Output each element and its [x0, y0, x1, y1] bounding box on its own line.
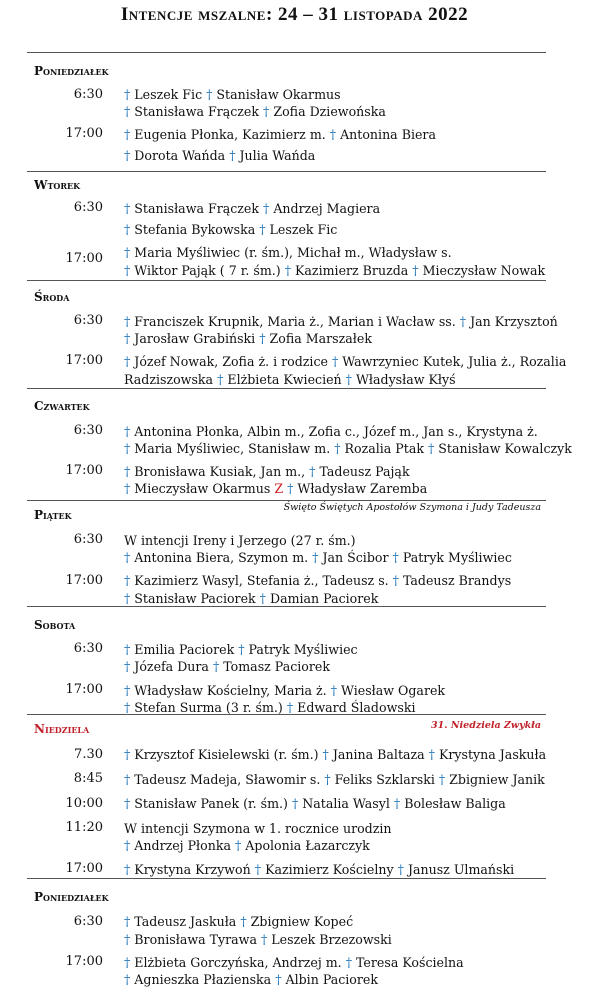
mass-time: 11:20	[65, 820, 103, 835]
cross-icon: †	[124, 127, 131, 142]
cross-icon: †	[345, 955, 352, 970]
cross-icon: †	[254, 862, 262, 877]
intention-line: † Emilia Paciorek † Patryk Myśliwiec	[124, 642, 358, 657]
divider	[27, 606, 546, 607]
mass-time: 6:30	[73, 313, 103, 328]
cross-icon: †	[124, 573, 131, 588]
cross-icon: †	[324, 772, 331, 787]
cross-icon: †	[393, 796, 401, 811]
cross-icon: †	[330, 683, 337, 698]
cross-icon: †	[392, 550, 399, 565]
mass-time: 17:00	[65, 573, 103, 588]
intention-line: † Wiktor Pająk ( 7 r. śm.) † Kazimierz Bruzda † Mieczysław Nowak	[124, 263, 546, 278]
cross-icon: †	[124, 747, 131, 762]
cross-icon: †	[124, 772, 131, 787]
cross-icon: †	[329, 127, 337, 142]
day-heading: Poniedziałek	[34, 890, 109, 904]
cross-icon: †	[259, 591, 266, 606]
cross-icon: †	[212, 659, 220, 674]
cross-icon: †	[259, 331, 266, 346]
intention-line: † Andrzej Płonka † Apolonia Łazarczyk	[124, 838, 370, 853]
intention-line: † Tadeusz Jaskuła † Zbigniew Kopeć	[124, 914, 354, 929]
cross-icon: †	[124, 441, 131, 456]
intention-line: † Antonina Płonka, Albin m., Zofia c., Józef m., Jan s., Krystyna ż.	[124, 424, 538, 439]
mass-time: 17:00	[65, 861, 103, 876]
cross-icon: †	[124, 591, 131, 606]
mass-time: 17:00	[65, 126, 103, 141]
cross-icon: †	[124, 424, 131, 439]
cross-icon: †	[263, 104, 270, 119]
cross-icon: †	[459, 314, 467, 329]
cross-icon: †	[438, 772, 446, 787]
cross-icon: †	[124, 796, 131, 811]
feast-note: Święto Świętych Apostołów Szymona i Judy Tadeusza	[283, 502, 541, 513]
cross-icon: †	[392, 573, 399, 588]
intention-line: † Maria Myśliwiec (r. śm.), Michał m., Władysław s.	[124, 245, 452, 260]
divider	[27, 52, 546, 53]
cross-icon: †	[124, 263, 131, 278]
mass-time: 6:30	[73, 532, 103, 547]
intention-line: † Agnieszka Płazienska † Albin Paciorek	[124, 972, 378, 987]
cross-icon: †	[331, 354, 339, 369]
cross-icon: †	[124, 932, 131, 947]
cross-icon: †	[124, 659, 131, 674]
cross-icon: †	[275, 972, 282, 987]
intention-line: † Antonina Biera, Szymon m. † Jan Ścibor † Patryk Myśliwiec	[124, 550, 512, 565]
intention-line: † Bronisława Tyrawa † Leszek Brzezowski	[124, 932, 392, 947]
intention-line: † Tadeusz Madeja, Sławomir s. † Feliks Szklarski † Zbigniew Janik	[124, 772, 545, 787]
mass-time: 6:30	[73, 641, 103, 656]
intention-line: † Stanisław Paciorek † Damian Paciorek	[124, 591, 379, 606]
cross-icon: †	[412, 263, 419, 278]
feast-note: 31. Niedziela Zwykła	[431, 720, 541, 731]
cross-icon: †	[124, 104, 131, 119]
intention-line: † Jarosław Grabiński † Zofia Marszałek	[124, 331, 372, 346]
cross-icon: †	[124, 862, 131, 877]
cross-icon: †	[124, 201, 131, 216]
intention-line: † Stanisława Frączek † Andrzej Magiera	[124, 201, 381, 216]
mass-time: 17:00	[65, 463, 103, 478]
cross-icon: †	[124, 464, 131, 479]
cross-icon: †	[428, 747, 435, 762]
cross-icon: †	[291, 796, 299, 811]
cross-icon: †	[287, 481, 294, 496]
cross-icon: †	[229, 148, 236, 163]
intention-line: † Stanisława Frączek † Zofia Dziewońska	[124, 104, 386, 119]
divider	[27, 171, 546, 172]
cross-icon: †	[428, 441, 435, 456]
cross-icon: †	[124, 838, 131, 853]
cross-icon: †	[322, 747, 329, 762]
intention-line: † Mieczysław Okarmus Z † Władysław Zaremba	[124, 481, 428, 496]
intention-line: † Stefania Bykowska † Leszek Fic	[124, 222, 338, 237]
intention-line: † Eugenia Płonka, Kazimierz m. † Antonina Biera	[124, 127, 436, 142]
cross-icon: †	[206, 87, 213, 102]
intention-line: † Elżbieta Gorczyńska, Andrzej m. † Teresa Kościelna	[124, 955, 464, 970]
intention-line: † Józefa Dura † Tomasz Paciorek	[124, 659, 330, 674]
cross-icon: †	[124, 87, 131, 102]
cross-icon: †	[259, 222, 266, 237]
intention-line: † Stefan Surma (3 r. śm.) † Edward Śladowski	[124, 700, 416, 715]
intention-line: Radziszowska † Elżbieta Kwiecień † Władysław Kłyś	[124, 372, 456, 387]
cross-icon: †	[124, 914, 131, 929]
cross-icon: †	[334, 441, 341, 456]
day-heading: Poniedziałek	[34, 64, 109, 78]
intention-line: † Franciszek Krupnik, Maria ż., Marian i Wacław ss. † Jan Krzysztoń	[124, 314, 558, 329]
cross-icon: †	[284, 263, 292, 278]
divider	[27, 280, 546, 281]
intention-line: W intencji Ireny i Jerzego (27 r. śm.)	[124, 533, 356, 548]
day-heading: Czwartek	[34, 399, 90, 413]
cross-icon: †	[124, 481, 131, 496]
intention-line: † Leszek Fic † Stanisław Okarmus	[124, 87, 341, 102]
cross-icon: †	[238, 642, 245, 657]
page-title: Intencje mszalne: 24 – 31 listopada 2022	[120, 4, 469, 25]
mass-time: 6:30	[73, 87, 103, 102]
mass-time: 17:00	[65, 682, 103, 697]
cross-icon: †	[124, 683, 131, 698]
day-heading: Piątek	[34, 508, 72, 522]
intention-line: † Kazimierz Wasyl, Stefania ż., Tadeusz s. † Tadeusz Brandys	[124, 573, 512, 588]
mass-time: 17:00	[65, 954, 103, 969]
mass-time: 17:00	[65, 353, 103, 368]
cross-icon: †	[124, 314, 131, 329]
cross-icon: †	[286, 700, 294, 715]
cross-icon: †	[263, 201, 270, 216]
cross-icon: †	[124, 245, 131, 260]
intention-line: † Krystyna Krzywoń † Kazimierz Kościelny † Janusz Ulmański	[124, 862, 515, 877]
mass-time: 10:00	[65, 796, 103, 811]
cross-icon: †	[234, 838, 242, 853]
intention-line: † Dorota Wańda † Julia Wańda	[124, 148, 316, 163]
cross-icon: †	[124, 700, 131, 715]
cross-icon: †	[345, 372, 352, 387]
day-heading: Niedziela	[34, 722, 90, 736]
cross-icon: †	[260, 932, 268, 947]
intention-line: † Bronisława Kusiak, Jan m., † Tadeusz Pająk	[124, 464, 410, 479]
intention-line: † Stanisław Panek (r. śm.) † Natalia Wasyl † Bolesław Baliga	[124, 796, 506, 811]
cross-icon: †	[240, 914, 247, 929]
cross-icon: †	[312, 550, 319, 565]
mass-time: 7.30	[74, 747, 103, 762]
cross-icon: †	[124, 955, 131, 970]
mass-time: 17:00	[65, 251, 103, 266]
intention-line: † Maria Myśliwiec, Stanisław m. † Rozalia Ptak † Stanisław Kowalczyk	[124, 441, 572, 456]
cross-icon: †	[124, 148, 131, 163]
intention-line: † Krzysztof Kisielewski (r. śm.) † Janina Baltaza † Krystyna Jaskuła	[124, 747, 547, 762]
divider	[27, 500, 546, 501]
cross-icon: †	[124, 331, 131, 346]
cross-icon: †	[124, 354, 131, 369]
cross-icon: †	[397, 862, 404, 877]
cross-icon: †	[217, 372, 224, 387]
cross-icon: †	[124, 642, 131, 657]
mass-time: 6:30	[73, 423, 103, 438]
mass-time: 6:30	[73, 200, 103, 215]
mass-time: 8:45	[73, 771, 103, 786]
intention-line: † Władysław Kościelny, Maria ż. † Wiesław Ogarek	[124, 683, 446, 698]
divider	[27, 878, 546, 879]
z-mark: Z	[274, 481, 284, 496]
divider	[27, 388, 546, 389]
intention-line: † Józef Nowak, Zofia ż. i rodzice † Wawrzyniec Kutek, Julia ż., Rozalia	[124, 354, 567, 369]
day-heading: Sobota	[34, 618, 76, 632]
mass-time: 6:30	[73, 914, 103, 929]
cross-icon: †	[124, 972, 131, 987]
intention-line: W intencji Szymona w 1. rocznice urodzin	[124, 821, 392, 836]
day-heading: Środa	[34, 290, 70, 304]
cross-icon: †	[309, 464, 316, 479]
day-heading: Wtorek	[34, 178, 81, 192]
cross-icon: †	[124, 222, 131, 237]
cross-icon: †	[124, 550, 131, 565]
